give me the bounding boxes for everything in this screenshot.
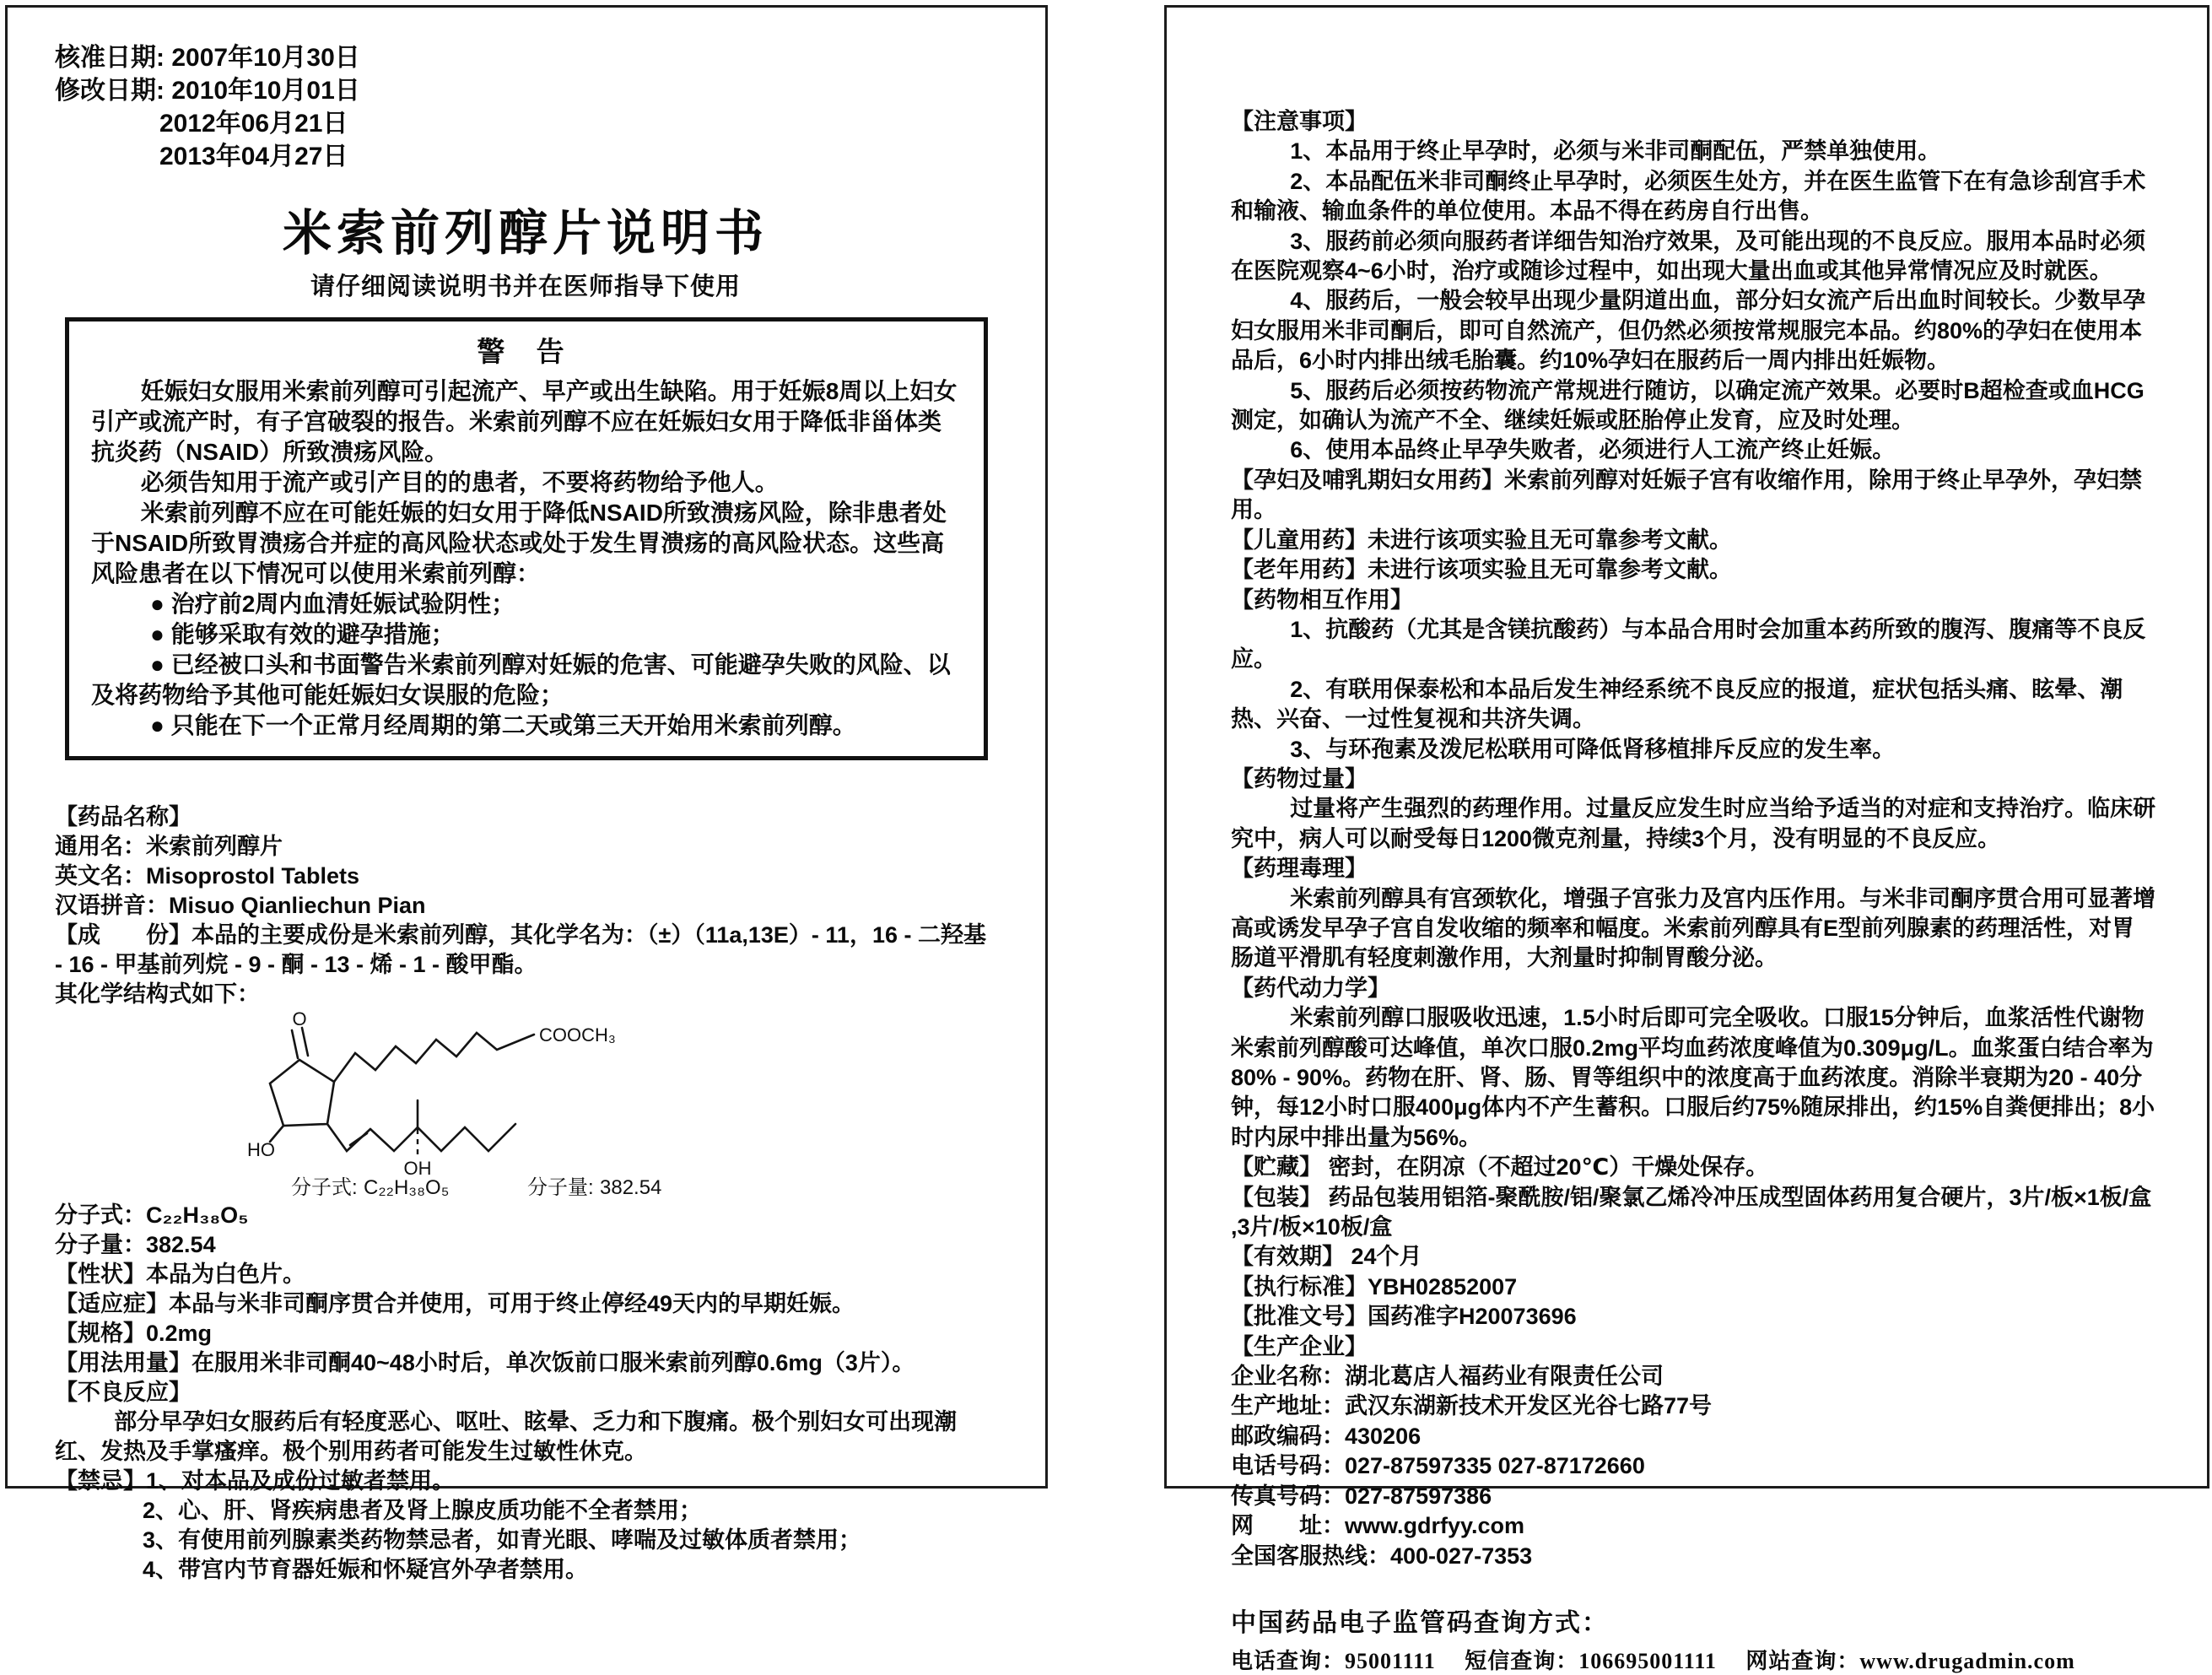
adverse-reaction-heading: 【不良反应】: [55, 1380, 192, 1405]
zipcode-line: 邮政编码：430206: [1231, 1423, 1422, 1449]
children-use-line: 【儿童用药】未进行该项实验且无可靠参考文献。: [1231, 527, 1732, 553]
left-page: [5, 5, 1048, 1582]
revision-date-line-2: 2012年06月21日: [159, 110, 348, 138]
page-subtitle: 请仔细阅读说明书并在医师指导下使用: [310, 273, 741, 300]
left-page-content: [8, 8, 1045, 1585]
warning-para-1: 妊娠妇女服用米索前列醇可引起流产、早产或出生缺陷。用于妊娠8周以上妇女引产或流产时，有子宫破裂的报告。米索前列醇不应在妊娠妇女用于降低非甾体类抗炎药（NSAID）所致溃疡风险。: [91, 378, 958, 465]
pregnancy-use-line: 【孕妇及哺乳期妇女用药】米索前列醇对妊娠子宫有收缩作用，除用于终止早孕外，孕妇禁用。: [1231, 467, 2142, 523]
warning-box: [65, 317, 988, 760]
right-page: [1164, 5, 2209, 1673]
precautions-item-3: 3、服药前必须向服药者详细告知治疗效果，及可能出现的不良反应。服用本品时必须在医院观察4~6小时，治疗或随诊过程中，如出现大量出血或其他异常情况应及时就医。: [1231, 228, 2146, 284]
drug-name-heading: 【药品名称】: [55, 804, 192, 829]
address-line: 生产地址：武汉东湖新技术开发区光谷七路77号: [1231, 1393, 1713, 1419]
storage-line: 【贮藏】 密封，在阴凉（不超过20℃）干燥处保存。: [1231, 1154, 1769, 1181]
ester-group-label: COOCH₃: [539, 1024, 616, 1046]
english-name-line: 英文名：Misoprostol Tablets: [55, 863, 360, 889]
standard-line: 【执行标准】YBH02852007: [1231, 1273, 1518, 1299]
company-name-line: 企业名称：湖北葛店人福药业有限责任公司: [1231, 1364, 1664, 1390]
warning-title: 警 告: [477, 336, 576, 367]
interaction-item-3: 3、与环孢素及泼尼松联用可降低肾移植排斥反应的发生率。: [1290, 736, 1896, 762]
approval-number-line: 【批准文号】国药准字H20073696: [1231, 1304, 1577, 1330]
regulation-code-title: 中国药品电子监管码查询方式：: [1231, 1608, 1609, 1637]
package-line: 【包装】 药品包装用铝箔-聚酰胺/铝/聚氯乙烯冷冲压成型固体药用复合硬片，3片/板×1板/盒 ,3片/板×10板/盒: [1231, 1184, 2152, 1240]
overdose-heading: 【药物过量】: [1231, 765, 1368, 792]
precautions-item-1: 1、本品用于终止早孕时，必须与米非司酮配伍，严禁单独使用。: [1290, 138, 1941, 165]
formula-caption-label: 分子式:: [291, 1176, 358, 1199]
warning-bullet-4: ● 只能在下一个正常月经周期的第二天或第三天开始用米索前列醇。: [150, 712, 856, 738]
warning-bullet-1: ● 治疗前2周内血清妊娠试验阴性；: [150, 591, 515, 617]
regulation-code-footer: [1231, 1602, 2156, 1675]
contraindication-item-1: 【禁忌】1、对本品及成份过敏者禁用。: [55, 1468, 456, 1494]
approval-date-line: 核准日期: 2007年10月30日: [55, 44, 360, 72]
overdose-para: 过量将产生强烈的药理作用。过量反应发生时应当给予适当的对症和支持治疗。临床研究中，病人可以耐受每日1200微克剂量，持续3个月，没有明显的不良反应。: [1231, 796, 2156, 851]
revision-date-line-3: 2013年04月27日: [159, 143, 348, 170]
warning-para-2: 必须告知用于流产或引产目的的患者，不要将药物给予他人。: [140, 469, 779, 495]
cyclopentane-ring: [270, 1060, 334, 1126]
elderly-use-line: 【老年用药】未进行该项实验且无可靠参考文献。: [1231, 557, 1732, 583]
precautions-heading: 【注意事项】: [1231, 109, 1368, 134]
hotline-line: 全国客服热线：400-027-7353: [1231, 1543, 1533, 1569]
composition-line: 【成 份】本品的主要成份是米索前列醇，其化学名为：（±）（11a,13E）- 11，16 - 二羟基 - 16 - 甲基前列烷 - 9 - 酮 - 13 - 烯 - 1 - 酸甲酯。: [55, 922, 986, 977]
contraindication-item-3: 3、有使用前列腺素类药物禁忌者，如青光眼、哮喘及过敏体质者禁用；: [143, 1527, 862, 1553]
weight-caption-label: 分子量:: [527, 1176, 594, 1199]
interaction-heading: 【药物相互作用】: [1231, 586, 1413, 613]
generic-name-line: 通用名：米索前列醇片: [55, 834, 283, 859]
specification-line: 【规格】0.2mg: [55, 1321, 213, 1346]
phone-line: 电话号码：027-87597335 027-87172660: [1231, 1453, 1645, 1479]
validity-line: 【有效期】 24个月: [1231, 1244, 1422, 1270]
pharmacology-heading: 【药理毒理】: [1231, 856, 1368, 882]
pharmacology-para: 米索前列醇具有宫颈软化，增强子宫张力及宫内压作用。与米非司酮序贯合用可显著增高或诱发早孕子宫自发收缩的频率和幅度。米索前列醇具有E型前列腺素的药理活性，对胃肠道平滑肌有轻度刺激作用，大剂量时抑制胃酸分泌。: [1231, 885, 2156, 971]
formula-caption-value: C₂₂H₃₈O₅: [364, 1176, 450, 1199]
warning-para-3: 米索前列醇不应在可能妊娠的妇女用于降低NSAID所致溃疡风险，除非患者处于NSAID所致胃溃疡合并症的高风险状态或处于发生胃溃疡的高风险状态。这些高风险患者在以下情况可以使用米索前列醇：: [91, 500, 947, 586]
warning-bullet-3: ● 已经被口头和书面警告米索前列醇对妊娠的危害、可能避孕失败的风险、以及将药物给予其他可能妊娠妇女误服的危险；: [91, 651, 951, 708]
manufacturer-heading: 【生产企业】: [1231, 1333, 1368, 1359]
interaction-item-2: 2、有联用保泰松和本品后发生神经系统不良反应的报道，症状包括头痛、眩晕、潮热、兴奋、一过性复视和共济失调。: [1231, 676, 2123, 732]
pinyin-line: 汉语拼音：Misuo Qianliechun Pian: [55, 893, 426, 918]
website-line: 网 址：www.gdrfyy.com: [1231, 1513, 1525, 1539]
dates-block: [55, 41, 996, 173]
precautions-item-2: 2、本品配伍米非司酮终止早孕时，必须医生处方，并在医生监管下在有急诊刮宫手术和输液、输血条件的单位使用。本品不得在药房自行出售。: [1231, 168, 2146, 224]
adverse-reaction-para: 部分早孕妇女服药后有轻度恶心、呕吐、眩晕、乏力和下腹痛。极个别妇女可出现潮红、发热及手掌瘙痒。极个别用药者可能发生过敏性休克。: [55, 1409, 958, 1464]
page-title: 米索前列醇片说明书: [282, 206, 769, 261]
hydroxyl-oh-label: OH: [403, 1158, 432, 1179]
precautions-item-6: 6、使用本品终止早孕失败者，必须进行人工流产终止妊娠。: [1290, 437, 1896, 463]
weight-caption-value: 382.54: [600, 1176, 662, 1199]
weight-line: 分子量：382.54: [55, 1232, 216, 1257]
pharmacokinetics-heading: 【药代动力学】: [1231, 975, 1390, 1001]
right-page-content: [1167, 8, 2207, 1675]
chemical-structure-figure: [247, 1008, 720, 1199]
precautions-item-5: 5、服药后必须按药物流产常规进行随访，以确定流产效果。必要时B超检查或血HCG测定，如确认为流产不全、继续妊娠或胚胎停止发育，应及时处理。: [1231, 377, 2145, 434]
chemical-structure-drawing: [247, 1008, 720, 1199]
indication-line: 【适应症】本品与米非司酮序贯合并使用，可用于终止停经49天内的早期妊娠。: [55, 1291, 855, 1316]
warning-bullet-2: ● 能够采取有效的避孕措施；: [150, 621, 455, 647]
dosage-line: 【用法用量】在服用米非司酮40~48小时后，单次饭前口服米索前列醇0.6mg（3片）。: [55, 1350, 915, 1375]
fax-line: 传真号码：027-87597386: [1231, 1483, 1492, 1509]
ketone-o-label: O: [292, 1008, 307, 1029]
hydroxyl-ho-label: HO: [247, 1139, 275, 1160]
interaction-item-1: 1、抗酸药（尤其是含镁抗酸药）与本品合用时会加重本药所致的腹泻、腹痛等不良反应。: [1231, 616, 2146, 673]
formula-line: 分子式：C₂₂H₃₈O₅: [55, 1202, 249, 1228]
revision-date-line-1: 修改日期: 2010年10月01日: [55, 77, 360, 105]
structure-intro-line: 其化学结构式如下：: [55, 981, 260, 1007]
precautions-item-4: 4、服药后，一般会较早出现少量阴道出血，部分妇女流产后出血时间较长。少数早孕妇女服用米非司酮后，即可自然流产，但仍然必须按常规服完本品。约80%的孕妇在使用本品后，6小时内排出绒毛胎囊。约10%孕妇在服药后一周内排出妊娠物。: [1231, 288, 2146, 374]
regulation-code-detail: 电话查询：95001111 短信查询：106695001111 网站查询：www.drugadmin.com: [1231, 1648, 2075, 1673]
pharmacokinetics-para: 米索前列醇口服吸收迅速，1.5小时后即可完全吸收。口服15分钟后，血浆活性代谢物米索前列醇酸可达峰值，单次口服0.2mg平均血药浓度峰值为0.309μg/L。血浆蛋白结合率为80% - 90%。药物在肝、肾、肠、胃等组织中的浓度高于血药浓度。消除半衰期为20 - 40分钟，每12小时口服400μg体内不产生蓄积。口服后约75%随尿排出，约15%自粪便排出；8小时内尿中排出量为56%。: [1231, 1005, 2155, 1150]
character-line: 【性状】本品为白色片。: [55, 1262, 305, 1287]
contraindication-item-2: 2、心、肝、肾疾病患者及肾上腺皮质功能不全者禁用；: [143, 1498, 703, 1523]
contraindication-item-4: 4、带宫内节育器妊娠和怀疑宫外孕者禁用。: [143, 1557, 589, 1582]
